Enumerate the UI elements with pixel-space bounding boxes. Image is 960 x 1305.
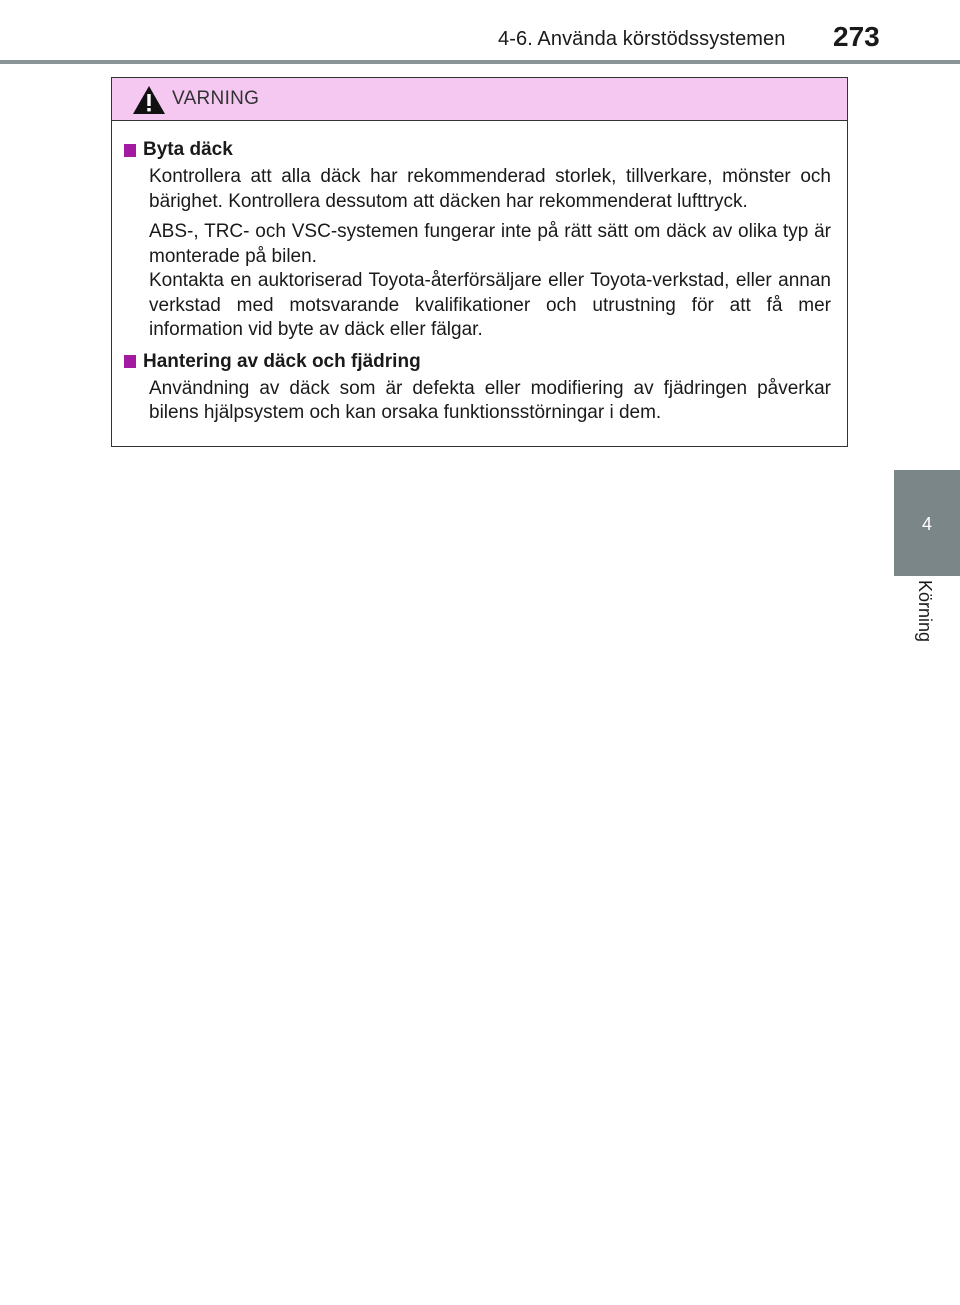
section-heading-text: Hantering av däck och fjädring <box>143 350 421 372</box>
section-heading-text: Byta däck <box>143 139 233 160</box>
chapter-tab <box>894 470 960 576</box>
chapter-number: 4 <box>921 514 932 534</box>
warning-label: VARNING <box>172 88 260 109</box>
bullet-square-icon <box>124 355 136 368</box>
header-section-title: 4-6. Använda körstödssystemen <box>498 28 786 50</box>
section-heading-tires-suspension <box>124 349 831 375</box>
paragraph: Användning av däck som är defekta eller modifiering av fjädringen påverkar bilens hjälpsystem och kan orsaka funktionsstörningar i dem. <box>149 377 831 423</box>
page-number: 273 <box>833 21 880 52</box>
chapter-label <box>913 580 937 660</box>
warning-body <box>112 121 847 426</box>
warning-header <box>112 78 847 121</box>
chapter-label-text: Körning <box>915 580 935 643</box>
paragraph: Kontrollera att alla däck har rekommenderad storlek, tillverkare, mönster och bärighet. Kontrollera dessutom att däcken har rekommenderat lufttryck. <box>149 166 831 212</box>
bullet-square-icon <box>124 144 136 157</box>
warning-triangle-icon <box>132 85 166 115</box>
warning-box <box>111 77 848 447</box>
paragraph: Kontakta en auktoriserad Toyota-återförsäljare eller Toyota-verkstad, eller annan verkstad med motsvarande kvalifikationer och utrustning för att få mer information vid byte av däck eller fälgar. <box>149 270 831 340</box>
paragraph: ABS-, TRC- och VSC-systemen fungerar inte på rätt sätt om däck av olika typ är monterade på bilen. <box>149 221 831 267</box>
header-rule <box>0 60 960 64</box>
section-heading-tire-change <box>124 137 831 163</box>
